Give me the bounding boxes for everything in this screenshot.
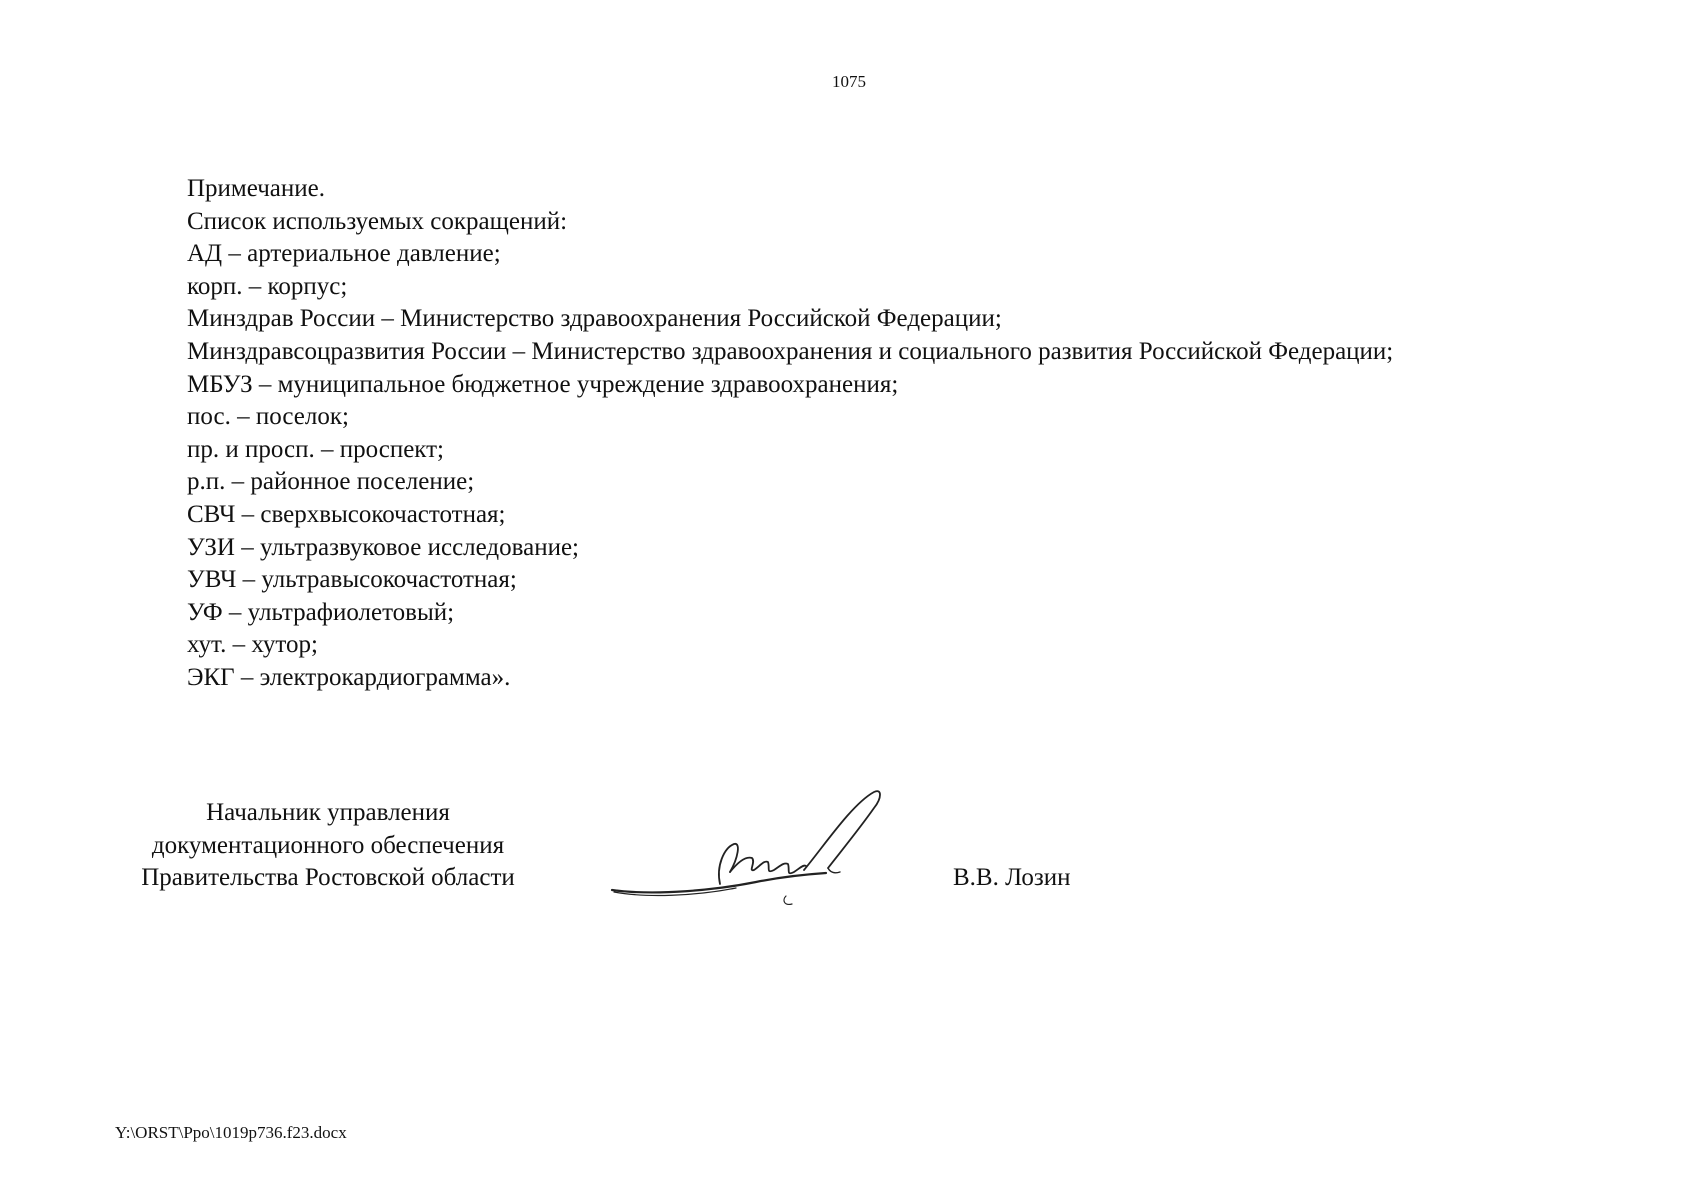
handwritten-signature: [606, 786, 896, 916]
signatory-name: В.В. Лозин: [953, 864, 1071, 891]
abbreviation-item: УЗИ – ультразвуковое исследование;: [187, 533, 579, 561]
abbreviation-item: корп. – корпус;: [187, 272, 348, 300]
note-block: [187, 173, 1393, 695]
file-path: Y:\ORST\Ppo\1019p736.f23.docx: [115, 1123, 347, 1142]
signatory-position: [98, 797, 558, 895]
abbreviation-item: пр. и просп. – проспект;: [187, 435, 444, 463]
abbreviation-list-intro: Список используемых сокращений:: [187, 207, 568, 235]
note-heading: Примечание.: [187, 175, 326, 202]
abbreviation-item: Минздрав России – Министерство здравоохранения Российской Федерации;: [187, 305, 1002, 333]
abbreviation-item: УФ – ультрафиолетовый;: [187, 598, 455, 626]
abbreviation-item: АД – артериальное давление;: [187, 240, 501, 268]
abbreviation-item: ЭКГ – электрокардиограмма».: [187, 663, 511, 691]
signatory-position-line: Правительства Ростовской области: [141, 864, 515, 891]
abbreviation-item: пос. – поселок;: [187, 403, 349, 431]
abbreviation-item: МБУЗ – муниципальное бюджетное учреждение здравоохранения;: [187, 370, 899, 398]
abbreviation-item: УВЧ – ультравысокочастотная;: [187, 566, 517, 594]
abbreviation-item: р.п. – районное поселение;: [187, 468, 475, 496]
abbreviation-item: хут. – хутор;: [187, 631, 318, 659]
signatory-position-line: документационного обеспечения: [151, 831, 505, 859]
abbreviation-item: СВЧ – сверхвысокочастотная;: [187, 500, 506, 528]
page-number: 1075: [832, 72, 866, 91]
abbreviation-item: Минздравсоцразвития России – Министерство здравоохранения и социального развития Российской Федерации;: [187, 337, 1394, 365]
signatory-position-line: Начальник управления: [206, 799, 450, 826]
